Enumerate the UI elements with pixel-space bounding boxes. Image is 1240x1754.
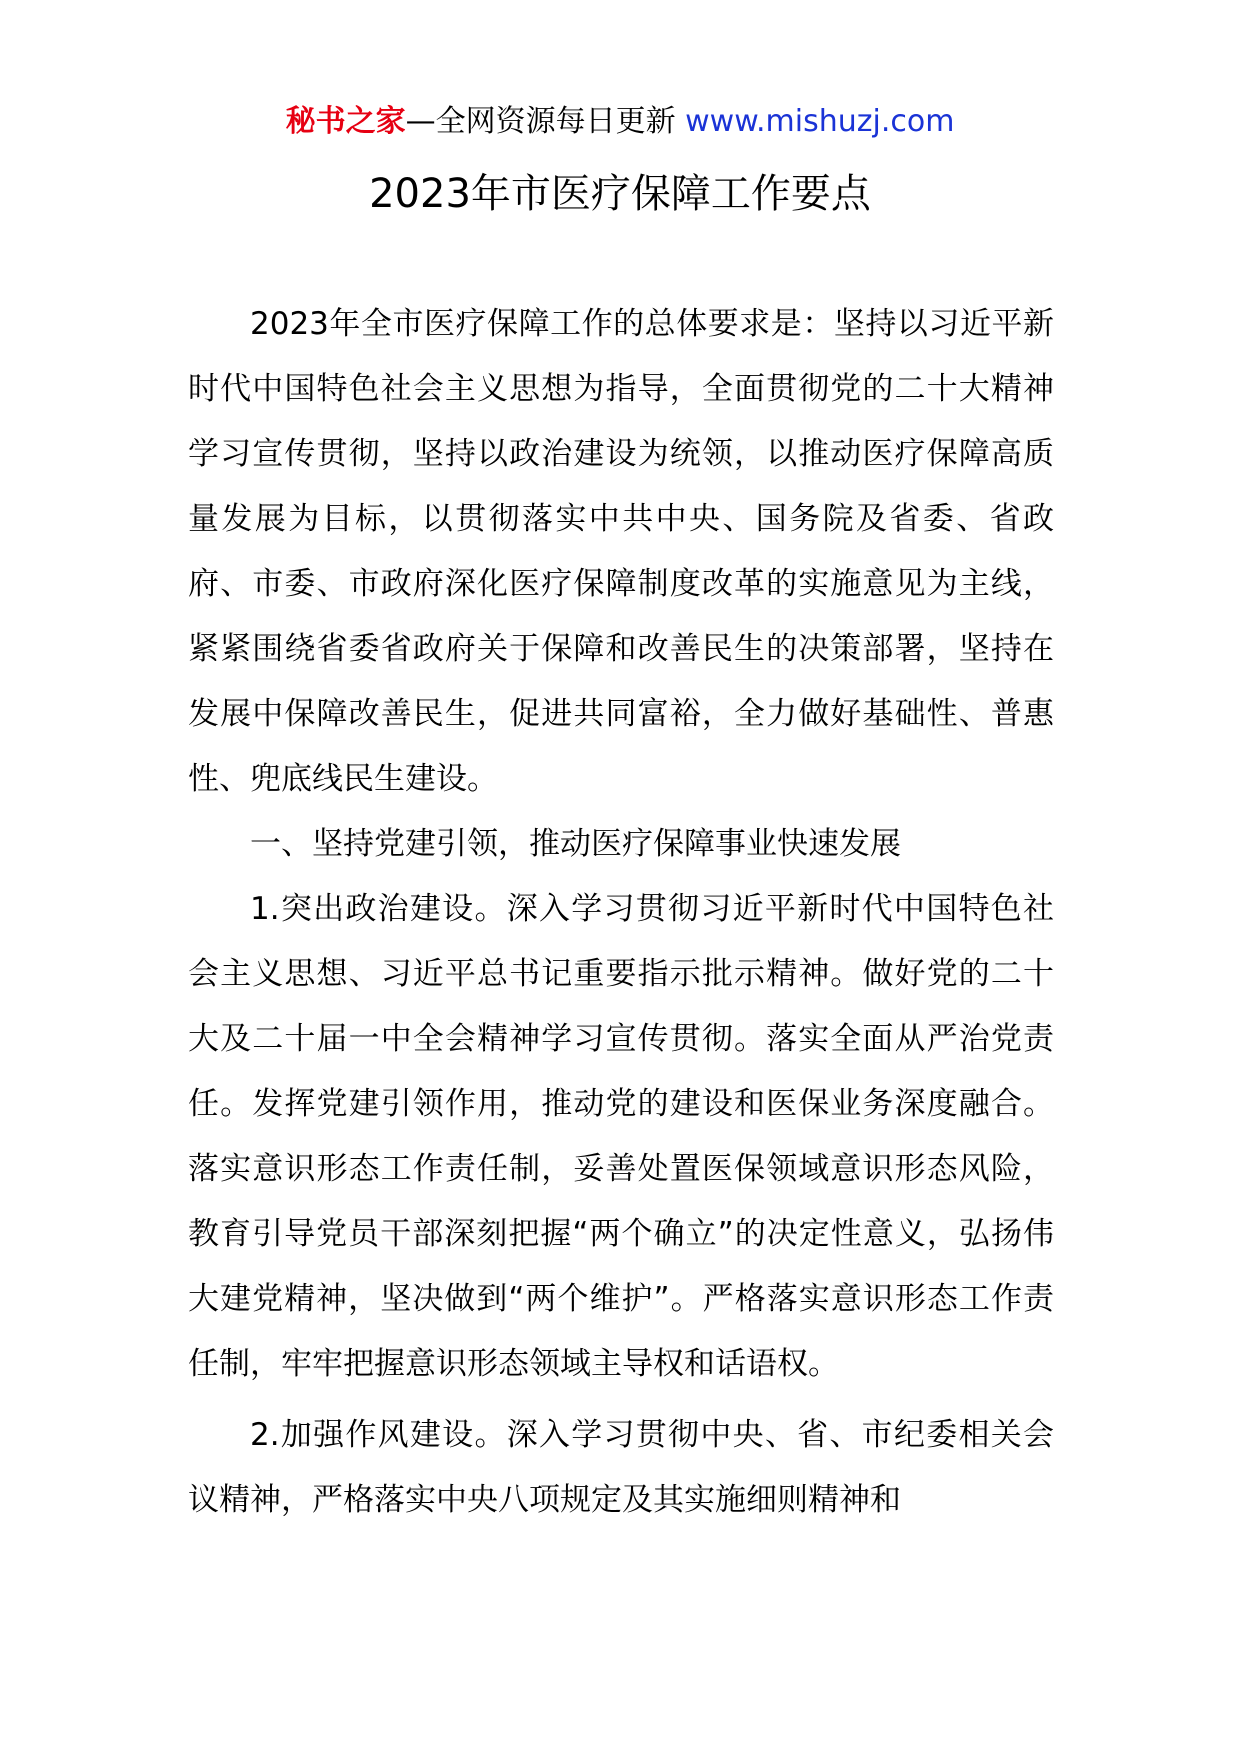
document-body	[188, 292, 1054, 1533]
intro-paragraph: 2023年全市医疗保障工作的总体要求是：坚持以习近平新时代中国特色社会主义思想为指导，全面贯彻党的二十大精神学习宣传贯彻，坚持以政治建设为统领，以推动医疗保障高质量发展为目标，以贯彻落实中共中央、国务院及省委、省政府、市委、市政府深化医疗保障制度改革的实施意见为主线，紧紧围绕省委省政府关于保障和改善民生的决策部署，坚持在发展中保障改善民生，促进共同富裕，全力做好基础性、普惠性、兜底线民生建设。	[188, 306, 1054, 797]
banner-brand: 秘书之家	[285, 104, 406, 139]
section-heading: 一、坚持党建引领，推动医疗保障事业快速发展	[250, 826, 901, 862]
banner-url-link[interactable]: www.mishuzj.com	[685, 104, 955, 139]
item-1-paragraph: 1.突出政治建设。深入学习贯彻习近平新时代中国特色社会主义思想、习近平总书记重要指示批示精神。做好党的二十大及二十届一中全会精神学习宣传贯彻。落实全面从严治党责任。发挥党建引领作用，推动党的建设和医保业务深度融合。落实意识形态工作责任制，妥善处置医保领域意识形态风险，教育引导党员干部深刻把握“两个确立”的决定性意义，弘扬伟大建党精神，坚决做到“两个维护”。严格落实意识形态工作责任制，牢牢把握意识形态领域主导权和话语权。	[188, 891, 1054, 1382]
site-banner	[0, 100, 1240, 144]
document-title: 2023年市医疗保障工作要点	[369, 171, 871, 217]
banner-slogan: —全网资源每日更新	[405, 104, 686, 139]
item-2-paragraph: 2.加强作风建设。深入学习贯彻中央、省、市纪委相关会议精神，严格落实中央八项规定及其实施细则精神和	[188, 1417, 1054, 1518]
